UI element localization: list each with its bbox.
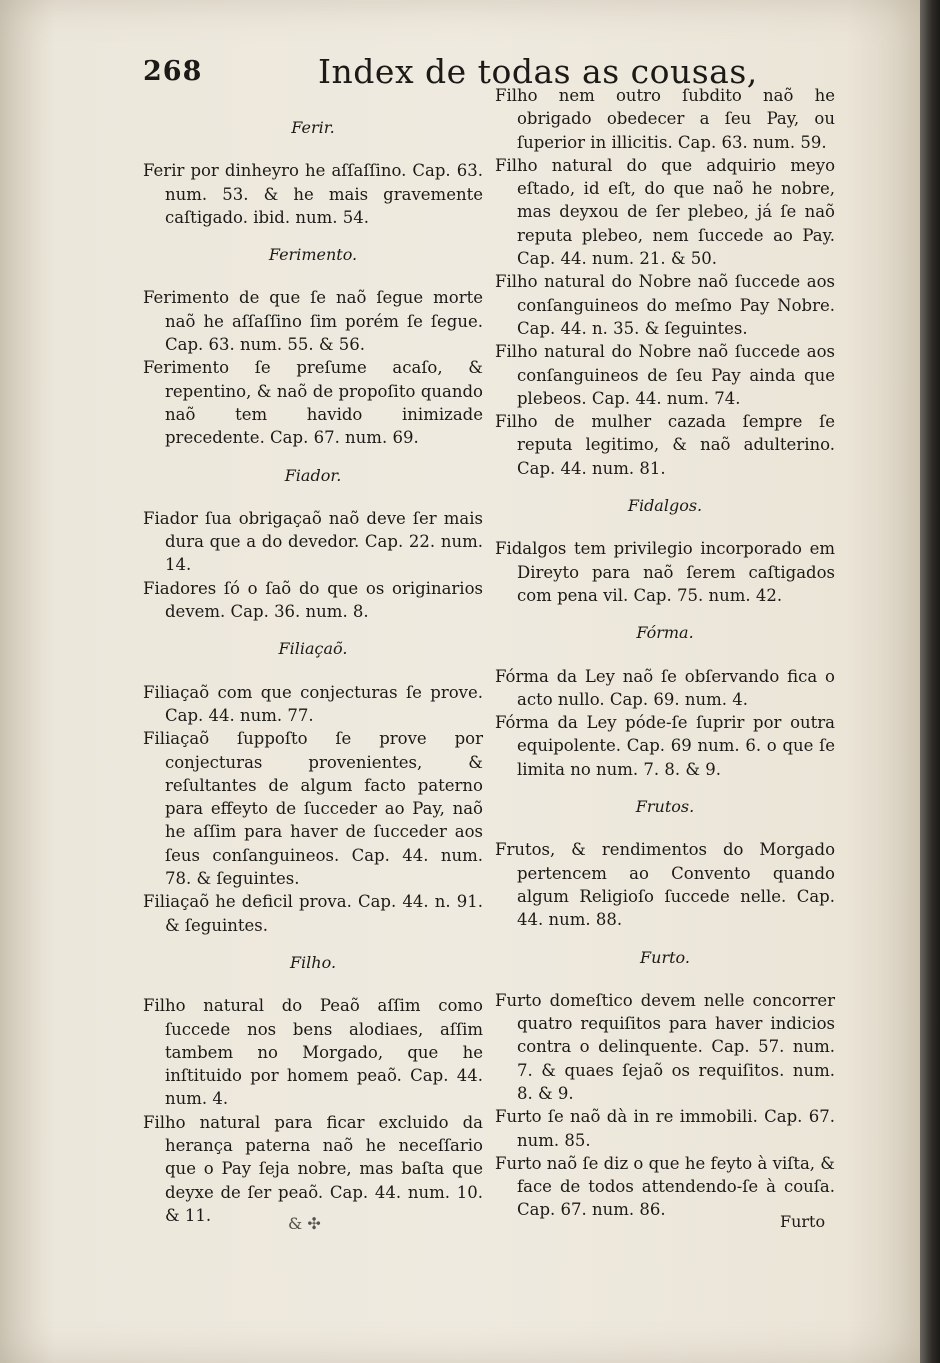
index-entry: Filho natural do Nobre naõ ſuccede aos conſanguineos do meſmo Pay Nobre. Cap. 44. n. 35. & ſeguintes. — [495, 272, 835, 338]
section-heading: Fidalgos. — [627, 496, 703, 516]
index-entry: Ferimento de que ſe naõ ſegue morte naõ he aſſaſſino ſim porém ſe ſegue. Cap. 63. num. 55. & 56. — [143, 288, 483, 355]
section-gap — [495, 781, 835, 791]
section-heading: Fiador. — [284, 465, 342, 485]
index-entry: Furto naõ ſe diz o que he feyto à viſta, & face de todos attendendo-ſe à couſa. Cap. 67. num. 86. — [495, 1153, 835, 1220]
section-gap — [495, 607, 835, 617]
index-entry: Fiadores ſó o ſaõ do que os originarios devem. Cap. 36. num. 8. — [143, 578, 483, 622]
index-entry: Ferir por dinheyro he aſſaſſino. Cap. 63. num. 53. & he mais gravemente caſtigado. ibid. num. 54. — [143, 161, 483, 227]
index-entry: Filiaçaõ he deficil prova. Cap. 44. n. 91. & ſeguintes. — [143, 892, 483, 935]
index-entry: Fórma da Ley naõ ſe obſervando fica o acto nullo. Cap. 69. num. 4. — [495, 666, 835, 709]
section-gap — [143, 450, 483, 460]
section-heading: Ferimento. — [268, 245, 358, 265]
index-entry: Filho natural do que adquirio meyo eſtado, id eſt, do que naõ he nobre, mas deyxou de ſer plebeo, já ſe naõ reputa plebeo, nem ſuccede ao Pay. Cap. 44. num. 21. & 50. — [495, 155, 835, 269]
index-entry: Filiaçaõ ſuppoſto ſe prove por conjecturas provenientes, & reſultantes de algum facto paterno para effeyto de ſucceder ao Pay, naõ he aſſim para haver de ſucceder aos ſeus conſanguineos. Cap. 44. num. 78. & ſeguintes. — [143, 729, 483, 889]
index-entry: Furto domeſtico devem nelle concorrer quatro requiſitos para haver indicios contra o delinquente. Cap. 57. num. 7. & quaes ſejaõ os requiſitos. num. 8. & 9. — [495, 990, 835, 1103]
section-heading: Frutos. — [635, 797, 695, 817]
index-entry: Furto ſe naõ dà in re immobili. Cap. 67. num. 85. — [495, 1107, 835, 1150]
index-entry: Filho natural para ficar excluido da herança paterna naõ he neceſſario que o Pay ſeja nobre, mas baſta que deyxe de ſer peaõ. Cap. 44. num. 10. & 11. — [143, 1112, 483, 1225]
section-heading: Filho. — [289, 952, 337, 972]
folio-number: 268 — [143, 56, 203, 87]
printer-ornament: & ✣ — [288, 1214, 321, 1233]
catchword: Furto — [780, 1212, 826, 1231]
page-edge-shadow — [920, 0, 940, 1363]
section-gap — [495, 932, 835, 942]
section-heading: Filiaçaõ. — [278, 639, 348, 659]
index-entry: Fidalgos tem privilegio incorporado em Direyto para naõ ſerem caſtigados com pena vil. Cap. 75. num. 42. — [495, 539, 835, 605]
index-entry: Filiaçaõ com que conjecturas ſe prove. Cap. 44. num. 77. — [143, 682, 483, 725]
section-heading: Ferir. — [291, 118, 335, 137]
index-entry: Filho natural do Nobre naõ ſuccede aos conſanguineos de ſeu Pay ainda que plebeos. Cap. 44. num. 74. — [495, 342, 835, 408]
running-title: Index de todas as cousas, — [318, 52, 758, 91]
index-entry: Filho natural do Peaõ aſſim como ſuccede nos bens alodiaes, aſſim tambem no Morgado, que he inſtituido por homem peaõ. Cap. 44. num. 4. — [143, 996, 483, 1109]
section-gap — [495, 480, 835, 490]
index-entry: Filho de mulher cazada ſempre ſe reputa legitimo, & naõ adulterino. Cap. 44. num. 81. — [495, 412, 835, 478]
index-entry: Fórma da Ley póde-ſe ſuprir por outra equipolente. Cap. 69 num. 6. o que ſe limita no num. 7. 8. & 9. — [495, 713, 835, 779]
index-entry: Filho nem outro ſubdito naõ he obrigado obedecer a ſeu Pay, ou ſuperior in illicitis. Cap. 63. num. 59. — [495, 86, 835, 152]
index-entry: Fiador ſua obrigaçaõ naõ deve ſer mais dura que a do devedor. Cap. 22. num. 14. — [143, 508, 483, 575]
index-entry: Frutos, & rendimentos do Morgado pertencem ao Convento quando algum Religioſo ſuccede nelle. Cap. 44. num. 88. — [495, 840, 835, 930]
index-entry: Ferimento ſe preſume acaſo, & repentino, & naõ de propoſito quando naõ tem havido inimizade precedente. Cap. 67. num. 69. — [143, 358, 483, 448]
section-heading: Furto. — [640, 947, 690, 967]
section-gap — [143, 623, 483, 633]
right-column — [495, 84, 835, 1232]
section-gap — [143, 229, 483, 239]
section-heading: Fórma. — [636, 623, 694, 643]
section-gap — [143, 937, 483, 947]
left-column — [143, 112, 483, 1237]
